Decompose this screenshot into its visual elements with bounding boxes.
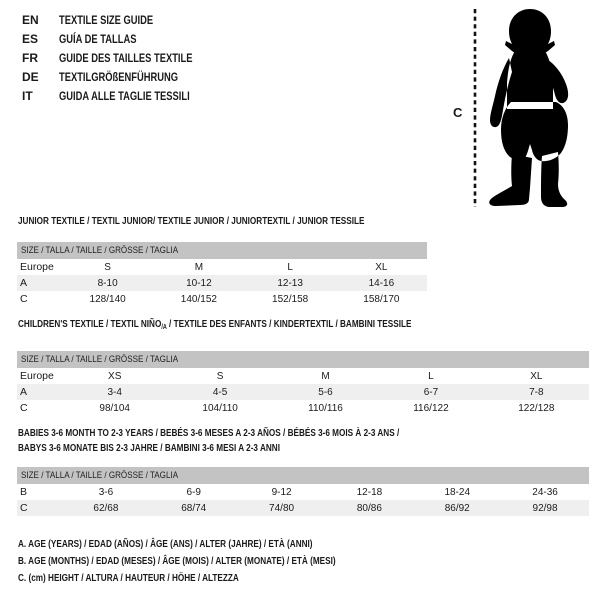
language-label: GUÍA DE TALLAS bbox=[59, 31, 137, 46]
size-table-babies bbox=[17, 467, 589, 516]
table-row-europe bbox=[17, 368, 589, 384]
row-label: C bbox=[20, 402, 28, 414]
cell: 98/104 bbox=[99, 402, 130, 414]
table-row-age bbox=[17, 275, 427, 291]
baby-silhouette-icon bbox=[484, 6, 576, 208]
table-row-height bbox=[17, 400, 589, 416]
row-label: A bbox=[20, 386, 28, 398]
row-label: Europe bbox=[20, 261, 54, 273]
cell: 14-16 bbox=[368, 277, 395, 289]
cell: S bbox=[104, 261, 111, 273]
language-label: TEXTILGRÖßENFÜHRUNG bbox=[59, 69, 179, 84]
language-guide-block bbox=[22, 10, 230, 105]
table-row-age-months bbox=[17, 484, 589, 500]
children-title-pre: CHILDREN'S TEXTILE / TEXTIL NIÑO bbox=[18, 318, 162, 330]
legend-line-c bbox=[18, 570, 425, 587]
legend-line-a-text: A. AGE (YEARS) / EDAD (AÑOS) / ÂGE (ANS) / ALTER (JAHRE) / ETÀ (ANNI) bbox=[18, 538, 313, 550]
language-code: ES bbox=[22, 31, 39, 46]
language-row bbox=[22, 29, 230, 48]
table-row-age bbox=[17, 384, 589, 400]
babies-table-title-line2: BABYS 3-6 MONATE BIS 2-3 JAHRE / BAMBINI 3-6 MESI A 2-3 ANNI bbox=[18, 442, 280, 454]
height-measure-dashed-line bbox=[471, 9, 479, 207]
cell: 74/80 bbox=[269, 502, 295, 514]
row-label: C bbox=[20, 293, 28, 305]
language-code: FR bbox=[22, 50, 38, 65]
cell: L bbox=[287, 261, 293, 273]
cell: M bbox=[194, 261, 204, 273]
language-label: TEXTILE SIZE GUIDE bbox=[59, 12, 154, 27]
language-label: GUIDA ALLE TAGLIE TESSILI bbox=[59, 88, 190, 103]
cell: 7-8 bbox=[529, 386, 544, 398]
size-table-junior bbox=[17, 242, 427, 307]
row-label: Europe bbox=[20, 370, 54, 382]
language-label: GUIDE DES TAILLES TEXTILE bbox=[59, 50, 193, 65]
figure-measure-label: C bbox=[453, 105, 463, 120]
legend-line-a bbox=[18, 536, 425, 553]
legend-block bbox=[18, 536, 425, 587]
cell: L bbox=[428, 370, 434, 382]
babies-table-title-line1: BABIES 3-6 MONTH TO 2-3 YEARS / BEBÉS 3-6 MESES A 2-3 AÑOS / BÉBÉS 3-6 MOIS À 2-3 ANS / bbox=[18, 427, 400, 439]
language-row bbox=[22, 86, 230, 105]
baby-silhouette-shape bbox=[489, 9, 568, 207]
size-table-children bbox=[17, 351, 589, 416]
cell: S bbox=[216, 370, 224, 382]
cell: 12-18 bbox=[356, 486, 383, 498]
cell: 116/122 bbox=[413, 402, 449, 414]
cell: 158/170 bbox=[363, 293, 400, 305]
cell: 128/140 bbox=[89, 293, 126, 305]
cell: 110/116 bbox=[308, 402, 343, 414]
table-header-bar bbox=[17, 467, 589, 484]
cell: 3-4 bbox=[107, 386, 122, 398]
language-row bbox=[22, 48, 230, 67]
cell: XS bbox=[108, 370, 122, 382]
row-label: C bbox=[20, 502, 28, 514]
cell: XL bbox=[375, 261, 388, 273]
cell: 18-24 bbox=[444, 486, 471, 498]
cell: 140/152 bbox=[180, 293, 217, 305]
legend-line-c-text: C. (cm) HEIGHT / ALTURA / HAUTEUR / HÖHE / ALTEZZA bbox=[18, 572, 239, 584]
cell: 80/86 bbox=[356, 502, 382, 514]
table-header-bar bbox=[17, 351, 589, 368]
table-row-height bbox=[17, 291, 427, 307]
language-code: EN bbox=[22, 12, 39, 27]
cell: 86/92 bbox=[444, 502, 470, 514]
cell: 152/158 bbox=[272, 293, 309, 305]
junior-table-title-text: JUNIOR TEXTILE / TEXTIL JUNIOR/ TEXTILE JUNIOR / JUNIORTEXTIL / JUNIOR TESSILE bbox=[18, 215, 365, 227]
cell: 9-12 bbox=[271, 486, 292, 498]
cell: 8-10 bbox=[97, 277, 118, 289]
table-header-label: SIZE / TALLA / TAILLE / GRÖSSE / TAGLIA bbox=[21, 354, 179, 365]
cell: 4-5 bbox=[212, 386, 228, 398]
table-header-label: SIZE / TALLA / TAILLE / GRÖSSE / TAGLIA bbox=[21, 470, 179, 481]
cell: 92/98 bbox=[532, 502, 558, 514]
children-title-sub: /A bbox=[161, 324, 167, 331]
cell: 104/110 bbox=[202, 402, 238, 414]
cell: 3-6 bbox=[98, 486, 114, 498]
children-table-title bbox=[18, 317, 522, 335]
row-label: A bbox=[20, 277, 28, 289]
table-row-height bbox=[17, 500, 589, 516]
cell: 6-7 bbox=[423, 386, 439, 398]
cell: 62/68 bbox=[93, 502, 119, 514]
language-row bbox=[22, 10, 230, 29]
cell: XL bbox=[530, 370, 543, 382]
cell: 6-9 bbox=[186, 486, 201, 498]
cell: 12-13 bbox=[277, 277, 303, 289]
cell: 122/128 bbox=[518, 402, 555, 414]
cell: 10-12 bbox=[186, 277, 212, 289]
table-row-europe bbox=[17, 259, 427, 275]
cell: M bbox=[321, 370, 330, 382]
legend-line-b bbox=[18, 553, 425, 570]
babies-table-title bbox=[18, 426, 507, 456]
language-row bbox=[22, 67, 230, 86]
cell: 5-6 bbox=[318, 386, 333, 398]
row-label: B bbox=[20, 486, 28, 498]
table-header-bar bbox=[17, 242, 427, 259]
children-table-title-text bbox=[18, 317, 411, 335]
junior-table-title bbox=[18, 214, 462, 229]
language-code: IT bbox=[22, 88, 33, 103]
cell: 24-36 bbox=[532, 486, 558, 498]
children-title-post: / TEXTILE DES ENFANTS / KINDERTEXTIL / BAMBINI TESSILE bbox=[166, 318, 412, 330]
language-code: DE bbox=[22, 69, 39, 84]
legend-line-b-text: B. AGE (MONTHS) / EDAD (MESES) / ÂGE (MOIS) / ALTER (MONATE) / ETÀ (MESI) bbox=[18, 555, 336, 567]
cell: 68/74 bbox=[181, 502, 207, 514]
table-header-label: SIZE / TALLA / TAILLE / GRÖSSE / TAGLIA bbox=[21, 245, 179, 256]
